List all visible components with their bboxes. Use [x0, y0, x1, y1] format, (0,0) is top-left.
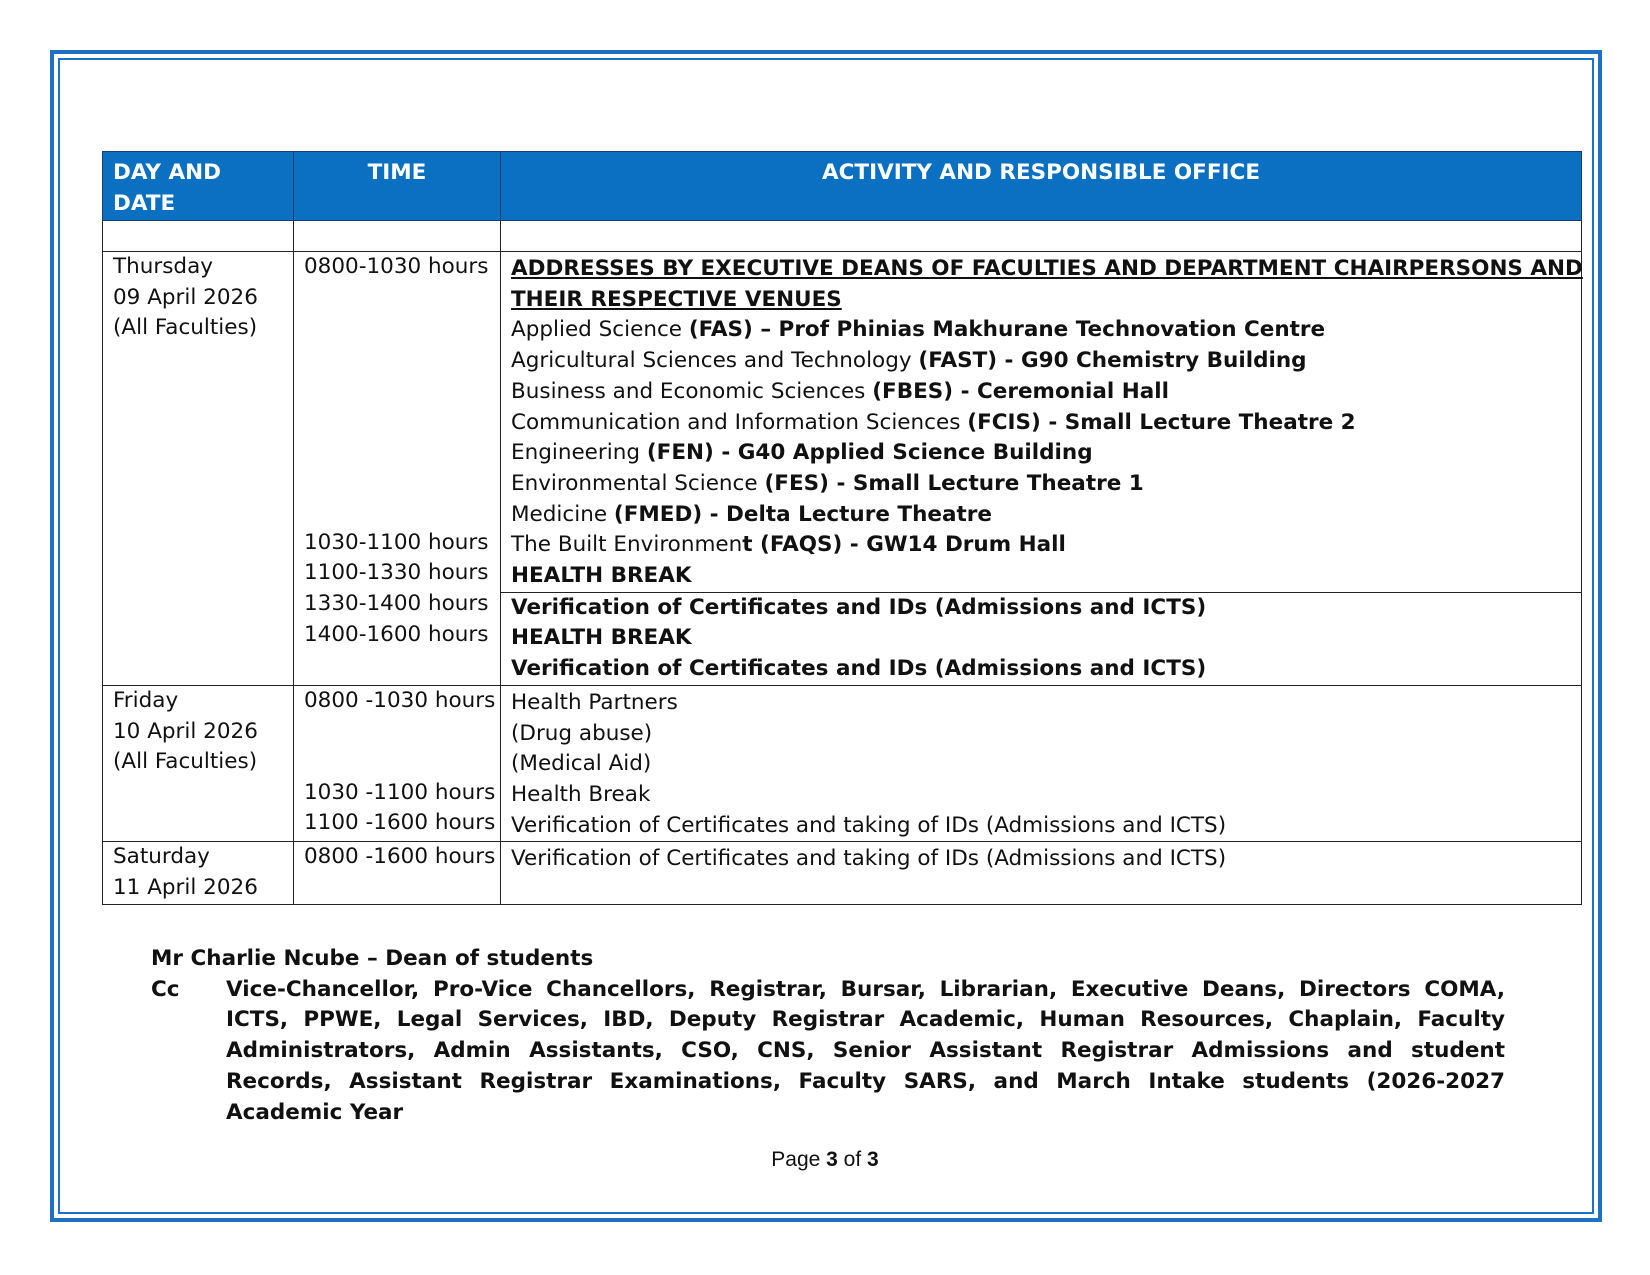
table-header-row	[103, 152, 1582, 221]
time-slot: 1030-1100 hours	[304, 529, 489, 555]
day-scope: (All Faculties)	[113, 749, 258, 775]
venue-item: Medicine (FMED) - Delta Lecture Theatre	[511, 501, 992, 527]
verification-activity: Verification of Certificates and IDs (Admissions and ICTS)	[511, 656, 1207, 682]
cc-label: Cc	[151, 976, 180, 1002]
header-day-and-date: DAY AND DATE	[103, 152, 294, 221]
activity-line: Health Break	[511, 781, 651, 807]
venue-item: Agricultural Sciences and Technology (FAST) - G90 Chemistry Building	[511, 348, 1307, 374]
venue-item: Communication and Information Sciences (FCIS) - Small Lecture Theatre 2	[511, 409, 1356, 435]
venue-item: Business and Economic Sciences (FBES) - Ceremonial Hall	[511, 378, 1170, 404]
day-cell-saturday	[103, 842, 294, 904]
day-name: Friday	[113, 687, 179, 713]
page-number: Page 3 of 3	[771, 1148, 879, 1171]
venue-item: Environmental Science (FES) - Small Lecture Theatre 1	[511, 470, 1144, 496]
time-slot: 1100 -1600 hours	[304, 810, 496, 836]
health-break: HEALTH BREAK	[511, 563, 692, 589]
addresses-title-cont: THEIR RESPECTIVE VENUES	[511, 286, 842, 312]
schedule-table	[102, 151, 1582, 905]
activity-cell-friday	[501, 685, 1582, 842]
cc-recipients: Vice-Chancellor, Pro-Vice Chancellors, Registrar, Bursar, Librarian, Executive Deans, Directors COMA, ICTS, PPWE, Legal Services, IBD, Deputy Registrar Academic, Human Resources, Chaplain, Faculty Administrators, Admin Assistants, CSO, CNS, Senior Assistant Registrar Admissions and student Records, Assistant Registrar Examinations, Faculty SARS, and March Intake students (2026-2027 Academic Year	[226, 976, 1505, 1125]
activity-line: Verification of Certificates and taking of IDs (Admissions and ICTS)	[511, 846, 1227, 872]
activity-line: (Medical Aid)	[511, 751, 652, 777]
time-slot: 0800-1030 hours	[304, 254, 489, 279]
memo-footer	[151, 944, 1505, 1128]
day-date: 10 April 2026	[113, 718, 258, 744]
activity-cell-saturday	[501, 842, 1582, 904]
addresses-block	[501, 254, 1581, 593]
cc-block	[151, 975, 1505, 1129]
table-row-friday	[103, 685, 1582, 842]
activity-line: Health Partners	[511, 689, 678, 715]
day-name: Saturday	[113, 844, 210, 870]
day-cell-friday	[103, 685, 294, 842]
time-slot: 0800 -1600 hours	[304, 844, 496, 870]
signatory: Mr Charlie Ncube – Dean of students	[151, 946, 594, 971]
venue-item: Engineering (FEN) - G40 Applied Science Building	[511, 440, 1093, 466]
time-slot: 1400-1600 hours	[304, 621, 489, 647]
time-cell-saturday	[294, 842, 501, 904]
activity-line: (Drug abuse)	[511, 720, 653, 746]
header-time: TIME	[294, 152, 501, 221]
table-spacer-row	[103, 221, 1582, 252]
verification-activity: Verification of Certificates and IDs (Admissions and ICTS)	[511, 594, 1207, 620]
time-slot: 1030 -1100 hours	[304, 779, 496, 805]
venue-item: Applied Science (FAS) – Prof Phinias Makhurane Technovation Centre	[511, 317, 1326, 343]
day-name: Thursday	[113, 254, 213, 279]
time-slot: 0800 -1030 hours	[304, 687, 496, 713]
day-date: 09 April 2026	[113, 284, 258, 310]
table-row-thursday	[103, 252, 1582, 686]
activity-cell-thursday	[501, 252, 1582, 686]
header-activity: ACTIVITY AND RESPONSIBLE OFFICE	[501, 152, 1582, 221]
activity-line: Verification of Certificates and taking of IDs (Admissions and ICTS)	[511, 812, 1227, 838]
time-slot: 1330-1400 hours	[304, 591, 489, 617]
health-break: HEALTH BREAK	[511, 625, 692, 651]
table-row-saturday	[103, 842, 1582, 904]
time-slot: 1100-1330 hours	[304, 560, 489, 586]
time-cell-thursday	[294, 252, 501, 686]
time-cell-friday	[294, 685, 501, 842]
day-scope: (All Faculties)	[113, 315, 258, 341]
day-date: 11 April 2026	[113, 875, 258, 901]
addresses-title: ADDRESSES BY EXECUTIVE DEANS OF FACULTIES AND DEPARTMENT CHAIRPERSONS AND	[511, 256, 1583, 281]
venue-item: The Built Environment (FAQS) - GW14 Drum Hall	[511, 532, 1066, 558]
day-cell-thursday	[103, 252, 294, 686]
